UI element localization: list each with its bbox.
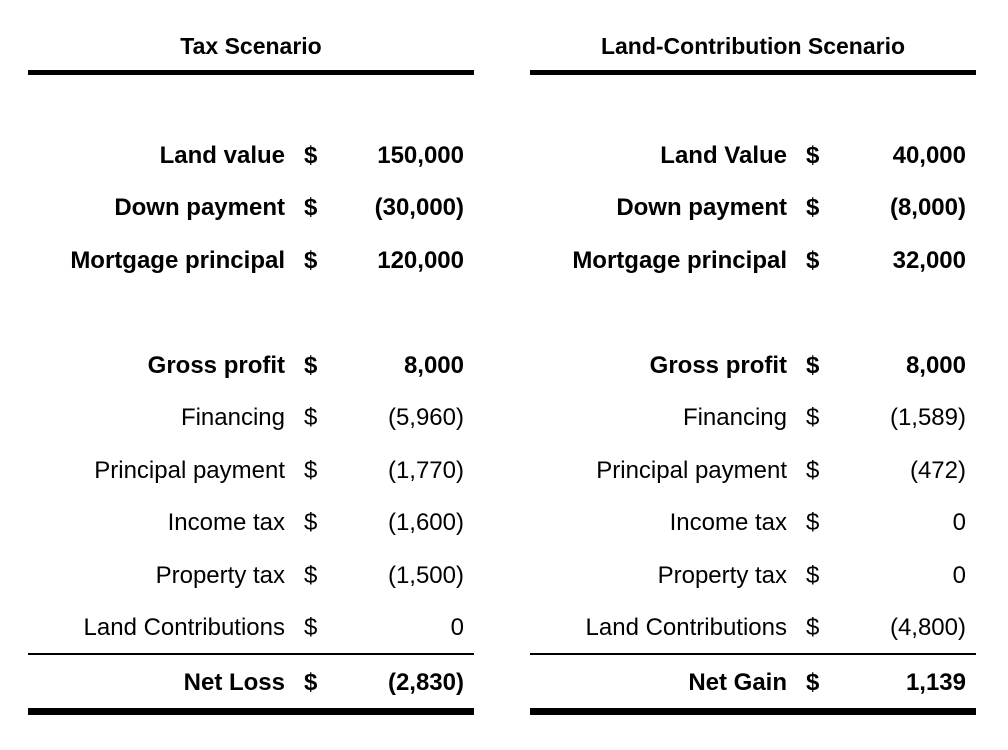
row-label: Financing bbox=[180, 404, 285, 431]
row-value: 150,000 bbox=[377, 142, 464, 169]
currency-symbol: $ bbox=[304, 404, 318, 431]
currency-symbol: $ bbox=[806, 614, 820, 641]
row-label: Down payment bbox=[616, 194, 787, 221]
land-value-row bbox=[530, 141, 976, 171]
mortgage-principal-row bbox=[530, 246, 976, 276]
row-value: 8,000 bbox=[905, 352, 966, 379]
land-contribution-scenario-panel bbox=[530, 0, 976, 750]
row-label: Gross profit bbox=[649, 352, 787, 379]
row-label: Income tax bbox=[669, 509, 787, 536]
row-value: (8,000) bbox=[889, 194, 966, 221]
row-value: (30,000) bbox=[374, 194, 464, 221]
row-value: (1,770) bbox=[387, 457, 464, 484]
row-label: Financing bbox=[682, 404, 787, 431]
currency-symbol: $ bbox=[806, 142, 820, 169]
currency-symbol: $ bbox=[304, 194, 318, 221]
row-label: Gross profit bbox=[147, 352, 285, 379]
currency-symbol: $ bbox=[304, 669, 318, 696]
currency-symbol: $ bbox=[304, 509, 318, 536]
currency-symbol: $ bbox=[806, 352, 820, 379]
row-value: 40,000 bbox=[892, 142, 966, 169]
row-value: (2,830) bbox=[387, 669, 464, 696]
down-payment-row bbox=[28, 193, 474, 223]
row-label: Land Value bbox=[660, 142, 787, 169]
income-tax-row bbox=[28, 508, 474, 538]
row-label: Land value bbox=[159, 142, 285, 169]
row-label: Land Contributions bbox=[83, 614, 285, 641]
bottom-rule bbox=[28, 708, 474, 715]
row-label: Principal payment bbox=[596, 457, 787, 484]
gross-profit-row bbox=[28, 351, 474, 381]
row-value: 1,139 bbox=[905, 669, 966, 696]
down-payment-row bbox=[530, 193, 976, 223]
gross-profit-row bbox=[530, 351, 976, 381]
row-value: 32,000 bbox=[892, 247, 966, 274]
currency-symbol: $ bbox=[806, 509, 820, 536]
tax-scenario-panel bbox=[28, 0, 474, 750]
row-label: Down payment bbox=[114, 194, 285, 221]
currency-symbol: $ bbox=[304, 614, 318, 641]
row-label: Net Gain bbox=[688, 669, 787, 696]
bottom-rule bbox=[530, 708, 976, 715]
row-value: (5,960) bbox=[387, 404, 464, 431]
currency-symbol: $ bbox=[806, 194, 820, 221]
total-divider bbox=[530, 653, 976, 655]
row-label: Mortgage principal bbox=[70, 247, 285, 274]
row-value: 0 bbox=[450, 614, 464, 641]
row-label: Income tax bbox=[167, 509, 285, 536]
currency-symbol: $ bbox=[304, 457, 318, 484]
row-value: 8,000 bbox=[403, 352, 464, 379]
net-gain-row bbox=[530, 668, 976, 698]
row-label: Net Loss bbox=[183, 669, 285, 696]
row-value: (1,600) bbox=[387, 509, 464, 536]
currency-symbol: $ bbox=[806, 247, 820, 274]
currency-symbol: $ bbox=[304, 247, 318, 274]
row-value: 0 bbox=[952, 562, 966, 589]
title-divider bbox=[530, 70, 976, 75]
currency-symbol: $ bbox=[806, 562, 820, 589]
row-label: Property tax bbox=[155, 562, 285, 589]
row-value: 120,000 bbox=[377, 247, 464, 274]
row-label: Property tax bbox=[657, 562, 787, 589]
financing-row bbox=[530, 403, 976, 433]
land-value-row bbox=[28, 141, 474, 171]
property-tax-row bbox=[530, 561, 976, 591]
land-contributions-row bbox=[530, 613, 976, 643]
principal-payment-row bbox=[530, 456, 976, 486]
total-divider bbox=[28, 653, 474, 655]
row-label: Mortgage principal bbox=[572, 247, 787, 274]
row-label: Land Contributions bbox=[585, 614, 787, 641]
currency-symbol: $ bbox=[304, 142, 318, 169]
property-tax-row bbox=[28, 561, 474, 591]
currency-symbol: $ bbox=[806, 457, 820, 484]
land-contributions-row bbox=[28, 613, 474, 643]
tax-scenario-title: Tax Scenario bbox=[180, 33, 322, 59]
currency-symbol: $ bbox=[806, 669, 820, 696]
principal-payment-row bbox=[28, 456, 474, 486]
land-contribution-scenario-title: Land-Contribution Scenario bbox=[600, 33, 906, 59]
currency-symbol: $ bbox=[304, 352, 318, 379]
row-value: (1,500) bbox=[387, 562, 464, 589]
row-value: 0 bbox=[952, 509, 966, 536]
net-loss-row bbox=[28, 668, 474, 698]
financing-row bbox=[28, 403, 474, 433]
income-tax-row bbox=[530, 508, 976, 538]
row-value: (1,589) bbox=[889, 404, 966, 431]
currency-symbol: $ bbox=[304, 562, 318, 589]
row-label: Principal payment bbox=[94, 457, 285, 484]
currency-symbol: $ bbox=[806, 404, 820, 431]
row-value: (472) bbox=[909, 457, 966, 484]
title-divider bbox=[28, 70, 474, 75]
mortgage-principal-row bbox=[28, 246, 474, 276]
row-value: (4,800) bbox=[889, 614, 966, 641]
